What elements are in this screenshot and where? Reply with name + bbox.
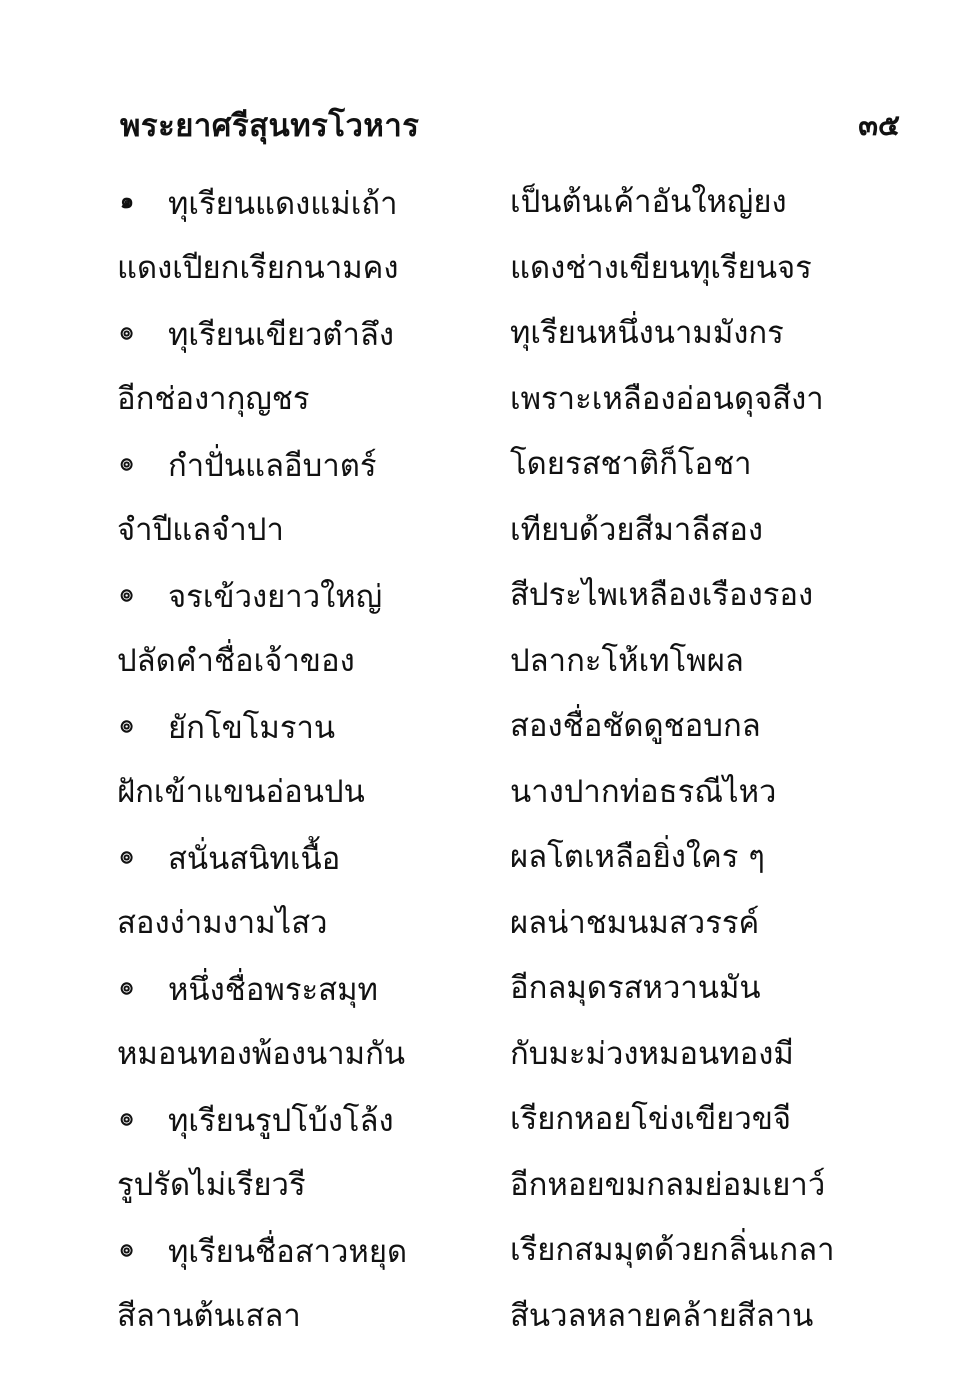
verse-right-hemistich: อีกหอยขมกลมย่อมเยาว์ [510,1166,826,1203]
verse-right-hemistich: ปลากะโห้เทโพผล [510,642,744,679]
stanza-mark: ๏ [120,580,134,607]
verse-right-hemistich: ผลน่าชมนมสวรรค์ [510,904,760,941]
verse-right-hemistich: เทียบด้วยสีมาลีสอง [510,511,764,548]
verse-right-hemistich: กับมะม่วงหมอนทองมี [510,1035,794,1072]
verse-left-hemistich: แดงเปียกเรียกนามคง [117,249,399,286]
verse-right-hemistich: เรียกหอยโข่งเขียวขจี [510,1101,792,1137]
verse-left-hemistich: หมอนทองพ้องนามกัน [117,1035,406,1072]
verse-text: กำปั่นแลอีบาตร์ [168,447,377,484]
verse-left-hemistich [120,182,480,224]
verse-couplet [0,299,971,430]
page-header-title: พระยาศรีสุนทรโวหาร [120,108,420,144]
verse-text: จรเข้วงยาวใหญ่ [168,578,383,615]
verse-right-hemistich: ทุเรียนหนึ่งนามมังกร [510,315,784,351]
verse-left-hemistich [120,706,480,748]
verse-left-hemistich [120,575,480,617]
verse-right-hemistich: สีนวลหลายคล้ายสีลาน [510,1297,814,1334]
verse-right-hemistich: เรียกสมมุตด้วยกลิ่นเกลา [510,1232,835,1268]
verse-right-hemistich: สีประไพเหลืองเรืองรอง [510,577,814,613]
page-header [120,100,900,152]
verse-text: ยักโขโมราน [168,709,336,746]
verse-right-hemistich: ผลโตเหลือยิ่งใคร ๆ [510,839,765,875]
verse-line [0,758,971,824]
verse-line [0,1282,971,1348]
verse-right-hemistich: นางปากท่อธรณีไหว [510,773,777,810]
verse-couplet [0,823,971,954]
stanza-mark: ๏ [120,842,134,869]
verse-left-hemistich: ปลัดคำชื่อเจ้าของ [117,642,355,679]
verse-line [0,692,971,758]
verse-left-hemistich [120,1099,480,1141]
verse-text: หนึ่งชื่อพระสมุท [168,971,378,1008]
verse-right-hemistich: อีกลมุดรสหวานมัน [510,970,761,1006]
stanza-mark: ๏ [120,449,134,476]
verse-line [0,496,971,562]
verse-line [0,627,971,693]
verse-right-hemistich: โดยรสชาติก็โอชา [510,446,752,482]
verse-couplet [0,1216,971,1347]
verse-line [0,1151,971,1217]
page-number: ๓๕ [858,108,900,142]
verse-couplet [0,168,971,299]
verse-text: สนั่นสนิทเนื้อ [168,840,341,877]
verse-left-hemistich [120,444,480,486]
verse-line [0,889,971,955]
verse-left-hemistich: สีลานต้นเสลา [117,1297,301,1334]
verse-left-hemistich: รูปรัดไม่เรียวรี [117,1166,306,1203]
verse-line [0,299,971,365]
stanza-mark: ๏ [120,1235,134,1262]
verse-line [0,1085,971,1151]
verse-text: ทุเรียนแดงแม่เถ้า [168,185,398,222]
verse-line [0,168,971,234]
verse-text: ทุเรียนเขียวตำลึง [168,316,395,353]
verse-text: ทุเรียนชื่อสาวหยุด [168,1233,408,1270]
verse-couplet [0,430,971,561]
verse-left-hemistich: จำปีแลจำปา [117,511,284,548]
stanza-mark: ๏ [120,973,134,1000]
verse-right-hemistich: สองชื่อชัดดูชอบกล [510,708,761,744]
verse-line [0,561,971,627]
verse-left-hemistich [120,968,480,1010]
verse-line [0,365,971,431]
verse-left-hemistich [120,837,480,879]
verse-couplet [0,1085,971,1216]
verse-left-hemistich: อีกช่องากุญชร [117,380,310,417]
verse-text: ทุเรียนรูปโบ้งโล้ง [168,1102,394,1139]
verse-couplet [0,954,971,1085]
stanza-mark: ๑ [120,187,134,214]
stanza-mark: ๏ [120,318,134,345]
verse-line [0,1020,971,1086]
verse-couplet [0,692,971,823]
verse-line [0,234,971,300]
verse-left-hemistich: สองง่ามงามไสว [117,904,328,941]
verse-list [0,168,971,1347]
verse-left-hemistich [120,313,480,355]
stanza-mark: ๏ [120,1104,134,1131]
verse-left-hemistich: ฝักเข้าแขนอ่อนปน [117,773,365,810]
verse-left-hemistich [120,1230,480,1272]
verse-line [0,823,971,889]
verse-line [0,430,971,496]
verse-couplet [0,561,971,692]
verse-line [0,1216,971,1282]
verse-line [0,954,971,1020]
stanza-mark: ๏ [120,711,134,738]
verse-right-hemistich: แดงช่างเขียนทุเรียนจร [510,249,812,286]
verse-right-hemistich: เป็นต้นเค้าอันใหญ่ยง [510,184,787,220]
verse-right-hemistich: เพราะเหลืองอ่อนดุจสีงา [510,380,824,417]
